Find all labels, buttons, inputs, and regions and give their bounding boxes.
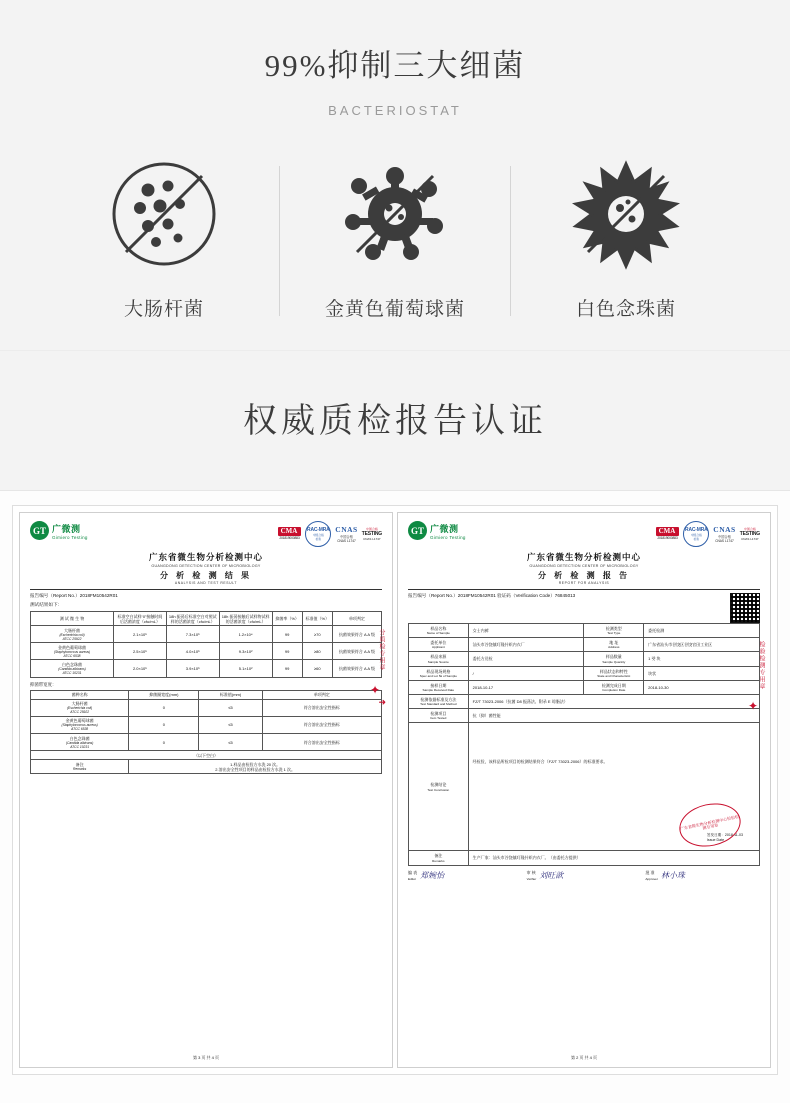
field-label-en: Spec and Lot № of Sample	[419, 673, 457, 678]
field-label	[409, 723, 469, 851]
reports-container	[12, 505, 778, 1075]
table-row	[409, 624, 760, 638]
table-row-remarks	[31, 760, 382, 774]
cell-organism	[31, 643, 114, 660]
issue-date-en: Issue Date	[706, 837, 725, 842]
report-title-block	[30, 551, 382, 585]
cell-organism	[31, 626, 114, 643]
field-label-en: Test Conclusion	[427, 787, 450, 792]
issue-date-cn: 签发日期：2018-11-03	[706, 833, 743, 838]
red-stamp-text: 分质检专用章	[378, 629, 384, 671]
field-label	[584, 666, 644, 680]
reports-section	[0, 490, 790, 1103]
divider	[510, 166, 511, 316]
field-label-en: State and Characteristic	[597, 673, 631, 678]
field-label	[409, 624, 469, 638]
signature-verifier	[527, 870, 642, 881]
field-label	[409, 695, 469, 709]
rac-mra-mark	[305, 521, 331, 547]
strain-atcc: ATCC 10231	[70, 744, 90, 749]
field-label-en: Item Tested	[430, 716, 447, 721]
cnas-label: CNAS	[335, 525, 358, 534]
strain-latin: (Escherichia coli)	[67, 706, 93, 711]
table-row	[31, 660, 382, 677]
cnas-cn1: 中国合格	[718, 535, 731, 539]
rac-mra-cn2: 检验	[315, 537, 322, 541]
cell-judgement: 抗菌效果符合 A A 级	[332, 660, 381, 677]
report-header	[30, 521, 382, 547]
field-label-en: Test Type	[607, 631, 621, 636]
field-label-cn: 检测结论	[430, 782, 447, 788]
cell-sample-18h: 1.2×10⁴	[219, 626, 272, 643]
organism-cn: 金黄色葡萄球菌	[58, 644, 87, 650]
rac-mra-cn: 中国合格	[312, 533, 324, 537]
col-strain: 菌种名称	[31, 690, 129, 699]
signature-value: 刘旺歆	[539, 870, 564, 880]
cma-number: 201819000883	[279, 536, 300, 541]
signature-row	[408, 870, 760, 881]
test-result-table	[30, 611, 382, 678]
remarks-label-en: Remarks	[73, 767, 87, 772]
cma-number: 201819000883	[657, 536, 678, 541]
table-row	[31, 751, 382, 760]
report-header	[408, 521, 760, 547]
cell-strain	[31, 716, 129, 733]
field-label-cn: 样品数量	[605, 654, 622, 660]
cell-organism	[31, 660, 114, 677]
table-row	[31, 643, 382, 660]
report-title-block	[408, 551, 760, 585]
field-label-cn: 备注	[434, 853, 443, 859]
field-label-en: Test Standard and Method	[420, 702, 457, 707]
field-label-cn: 检测类型	[605, 626, 622, 631]
center-name-cn: 广东省微生物分析检测中心	[148, 552, 263, 562]
cell-zone-judgement: 符合溶出安全性指标	[262, 734, 381, 751]
bacteriostat-subtitle: BACTERIOSTAT	[328, 103, 462, 118]
field-label-en: Remarks	[432, 858, 445, 863]
field-label-cn: 接样日期	[430, 682, 447, 688]
cma-label: CMA	[656, 527, 680, 536]
signature-label-en: Verifier	[526, 876, 537, 881]
signature-approver	[645, 870, 760, 881]
report-type-cn: 分 析 检 测 结 果	[159, 571, 253, 580]
organism-atcc: ATCC 25922	[62, 636, 82, 641]
table-row	[409, 666, 760, 680]
field-label-cn: 样品名称	[430, 626, 447, 631]
rac-mra-label: RAC-MRA	[307, 527, 330, 533]
organism-latin: (Staphylococcus aureus)	[53, 649, 91, 654]
center-name-en: GUANGDONG DETECTION CENTER OF MICROBIOLOGY	[151, 564, 261, 568]
col-blank-0h: 标准空白试样“0”接触时间后活菌浓度（cfu/mL）	[114, 612, 167, 626]
cell-strain	[31, 699, 129, 716]
remarks-value	[129, 760, 382, 774]
testing-mark	[362, 527, 382, 541]
field-label-cn: 检测项目	[430, 711, 447, 717]
accreditation-marks	[278, 521, 382, 547]
divider	[279, 166, 280, 316]
field-label	[409, 652, 469, 666]
cell-standard: ≥80	[302, 643, 332, 660]
testing-cn: 中国合格	[365, 527, 378, 531]
report-number: 报告编号（Report No.）2018FM10542R01 验证码（Verification Code）76845013	[408, 593, 576, 598]
testing-code: CNAS L1747	[363, 537, 381, 541]
signature-value: 郑婉怡	[420, 870, 445, 880]
cell-zone-judgement: 符合溶出安全性指标	[262, 716, 381, 733]
strain-cn: 金黄色葡萄球菌	[65, 718, 94, 724]
logo-badge: GT	[408, 521, 427, 540]
signature-label-en: Editor	[408, 876, 417, 881]
field-value-item: 抗（抑）菌性能	[468, 709, 759, 723]
cell-rate: 99	[272, 660, 302, 677]
cell-zone-standard: ≤5	[199, 734, 262, 751]
cnas-mark	[335, 525, 357, 543]
signature-label-cn: 编 表	[408, 869, 418, 875]
cell-standard: ≥60	[302, 660, 332, 677]
signature-label	[645, 870, 658, 881]
field-label-en: Address	[608, 645, 620, 650]
strain-atcc: ATCC 6538	[71, 727, 89, 732]
report-number-row	[408, 593, 760, 623]
divider	[408, 589, 760, 590]
bacteriostat-section	[0, 0, 790, 350]
testing-cn: 中国合格	[743, 527, 756, 531]
field-value: 2018-10-17	[468, 680, 584, 694]
field-value-conclusion	[468, 723, 759, 851]
logo-name-en: Gimiero Testing	[430, 534, 466, 540]
report-page-3[interactable]	[19, 512, 393, 1068]
organism-atcc: ATCC 10231	[62, 671, 82, 676]
field-value: 委托检测	[644, 624, 760, 638]
remarks-line-1: 1.样品由检验方水洗 20 次。	[230, 761, 281, 767]
cma-label: CMA	[278, 527, 302, 536]
report-banner-section	[0, 350, 790, 490]
field-value-method: FZ/T 73023-2006（抗菌 D8 振荡法、附录 E 琼脂法）	[468, 695, 759, 709]
signature-editor	[408, 870, 523, 881]
field-label-cn: 委托单位	[430, 640, 447, 646]
bacteriostat-title: 99%抑制三大细菌	[264, 48, 526, 83]
rac-mra-cn2: 检验	[693, 537, 700, 541]
cnas-code: CNAS L1747	[337, 539, 356, 543]
cnas-cn1: 中国合格	[340, 535, 353, 539]
report-type-en: ANALYSIS AND TEST RESULT	[174, 581, 238, 585]
zone-width-label: 抑菌带宽度：	[30, 681, 57, 687]
table-row	[409, 638, 760, 652]
table-row	[31, 699, 382, 716]
rac-mra-cn: 中国合格	[690, 533, 702, 537]
blank-note: （以下空白）	[31, 751, 382, 760]
red-stamp-text: 检验检测专用章	[758, 641, 764, 690]
cnas-code: CNAS L1747	[715, 539, 734, 543]
field-value: /	[468, 666, 584, 680]
cnas-mark	[713, 525, 735, 543]
bacteriostat-item-label: 金黄色葡萄球菌	[324, 299, 465, 320]
organism-latin: (Candida albicans)	[58, 666, 86, 671]
col-blank-18h: 18h 振荡后标准空白对照试样的活菌浓度（cfu/mL）	[166, 612, 219, 626]
table-row	[409, 680, 760, 694]
logo-badge: GT	[30, 521, 49, 540]
field-value: 1 럇 块	[644, 652, 760, 666]
page-footer: 第 3 页 共 4 页	[192, 1055, 219, 1060]
report-page-2[interactable]	[397, 512, 771, 1068]
field-label-en: Sample Quantity	[602, 659, 626, 664]
bacteriostat-item-label: 大肠杆菌	[123, 299, 204, 320]
field-value: 广东省汕头市谷饶区谷饶官田工业区	[644, 638, 760, 652]
sample-info-table	[408, 623, 760, 866]
signature-label	[527, 870, 537, 881]
strain-latin: (Candida albicans)	[65, 740, 94, 745]
signature-value: 林小珠	[660, 870, 685, 880]
field-label-en: Completion Date	[602, 688, 626, 692]
cell-zone-judgement: 符合溶出安全性指标	[262, 699, 381, 716]
staph-icon	[337, 156, 453, 272]
cell-blank-18h: 3.9×10⁵	[166, 660, 219, 677]
field-label-en: Name of Sample	[426, 631, 450, 636]
field-label	[584, 652, 644, 666]
cell-blank-18h: 4.0×10⁵	[166, 643, 219, 660]
field-label-cn: 样品现场规格	[426, 668, 451, 674]
cell-blank-0h: 2.5×10⁵	[114, 643, 167, 660]
candida-icon	[568, 156, 684, 272]
field-label	[584, 624, 644, 638]
organism-atcc: ATCC 6538	[63, 653, 81, 658]
field-label	[584, 638, 644, 652]
testing-code: CNAS L1747	[741, 537, 759, 541]
remarks-line-2: 2.溶出安全性项目的样品由检验方水洗 1 次。	[215, 766, 296, 772]
report-type-en: REPORT FOR ANALYSIS	[558, 581, 610, 585]
cell-sample-18h: 5.1×10²	[219, 660, 272, 677]
field-label	[584, 680, 644, 694]
field-label-cn: 检测依据标准及方法	[420, 697, 457, 703]
organism-cn: 白色念珠菌	[62, 661, 83, 667]
red-star-icon: ✦	[369, 683, 380, 697]
result-label: 测试结果如下：	[30, 602, 63, 607]
strain-cn: 大肠杆菌	[71, 701, 88, 707]
bacteriostat-item-list	[0, 156, 790, 321]
cma-mark	[656, 527, 680, 541]
field-label	[409, 680, 469, 694]
signature-label-cn: 批 准	[645, 869, 655, 875]
strain-atcc: ATCC 25922	[70, 710, 90, 715]
page-footer: 第 2 页 共 4 页	[570, 1055, 597, 1060]
cell-zone-width: 0	[129, 716, 199, 733]
cell-zone-width: 0	[129, 734, 199, 751]
gimiero-logo	[30, 521, 88, 540]
table-row	[409, 709, 760, 723]
table-row-conclusion	[409, 723, 760, 851]
cma-mark	[278, 527, 302, 541]
field-label-cn: 样品状态和特性	[599, 668, 628, 674]
field-label-en: Applicant	[431, 645, 445, 650]
page-title: 权威质检报告认证	[243, 403, 547, 440]
testing-label: TESTING	[361, 531, 382, 537]
strain-cn: 白色念珠菌	[69, 735, 90, 741]
ecoli-icon	[106, 156, 222, 272]
table-row	[31, 626, 382, 643]
col-zone-width: 抑菌圈宽度(mm)	[129, 690, 199, 699]
field-label	[409, 851, 469, 865]
col-sample-18h: 18h 振荡接触后试样物试样的活菌浓度（cfu/mL）	[219, 612, 272, 626]
field-label-cn: 样品来源	[430, 654, 447, 660]
cell-blank-0h: 2.1×10⁵	[114, 626, 167, 643]
official-seal: 广东省微生物分析检测中心检验检测专用章	[675, 798, 744, 852]
col-zone-standard: 标准值(mm)	[199, 690, 262, 699]
rac-mra-label: RAC-MRA	[685, 527, 708, 533]
signature-label-cn: 审 核	[526, 869, 536, 875]
center-name-cn: 广东省微生物分析检测中心	[526, 552, 641, 562]
col-microorganism: 测 试 微 生 物	[31, 612, 114, 626]
bacteriostat-item-label: 白色念珠菌	[575, 299, 676, 320]
remarks-label	[31, 760, 129, 774]
cnas-label: CNAS	[713, 525, 736, 534]
logo-name-en: Gimiero Testing	[52, 534, 88, 540]
organism-cn: 大肠杆菌	[64, 627, 81, 633]
col-judgement: 单项判定	[332, 612, 381, 626]
field-value: 汕头市谷饶镇叮隆针织内衣厂	[468, 638, 584, 652]
field-value: 2018-10-30	[644, 680, 760, 694]
cell-strain	[31, 734, 129, 751]
logo-name-cn: 广微测	[430, 523, 459, 534]
accreditation-marks	[656, 521, 760, 547]
field-value: 块状	[644, 666, 760, 680]
inhibition-zone-table	[30, 690, 382, 775]
field-label-cn: 检测完成日期	[601, 682, 626, 688]
table-header-row	[31, 612, 382, 626]
qr-code[interactable]	[730, 593, 760, 623]
rac-mra-mark	[683, 521, 709, 547]
signature-label	[408, 870, 417, 881]
organism-latin: (Escherichia coli)	[59, 632, 85, 637]
col-rate: 抑菌率（%）	[272, 612, 302, 626]
remarks-label-cn: 备注	[75, 762, 84, 768]
cell-zone-standard: ≤5	[199, 716, 262, 733]
field-label	[409, 666, 469, 680]
col-zone-judgement: 单项判定	[262, 690, 381, 699]
table-row	[31, 734, 382, 751]
report-number: 报告编号（Report No.）2018FM10542R01	[30, 593, 118, 598]
field-label	[409, 709, 469, 723]
logo-name-cn: 广微测	[52, 523, 81, 534]
report-type-cn: 分 析 检 测 报 告	[537, 571, 631, 580]
field-value-remarks: 生产厂家：汕头市谷饶镇叮隆针织内衣厂。（由委托方提供）	[468, 851, 759, 865]
field-label-en: Sample Source	[427, 659, 449, 664]
col-standard: 标准值（%）	[302, 612, 332, 626]
table-header-row	[31, 690, 382, 699]
bacteriostat-item-ecoli	[69, 156, 259, 321]
bacteriostat-item-staph	[300, 156, 490, 321]
red-star-icon: ✦	[747, 699, 758, 713]
cell-judgement: 抗菌效果符合 A A 级	[332, 643, 381, 660]
testing-label: TESTING	[739, 531, 760, 537]
cell-blank-18h: 7.3×10⁵	[166, 626, 219, 643]
field-label-cn: 地 址	[609, 640, 619, 646]
red-arrow-icon: ➜	[378, 697, 386, 707]
table-row-remarks	[409, 851, 760, 865]
cell-zone-width: 0	[129, 699, 199, 716]
table-row	[31, 716, 382, 733]
field-value: 委托方送检	[468, 652, 584, 666]
field-label-en: Sample Received Date	[422, 688, 455, 692]
cell-rate: 99	[272, 643, 302, 660]
bacteriostat-item-candida	[531, 156, 721, 321]
testing-mark	[740, 527, 760, 541]
field-value: 女士内裤	[468, 624, 584, 638]
cell-rate: 99	[272, 626, 302, 643]
gimiero-logo	[408, 521, 466, 540]
signature-label-en: Approver	[645, 876, 658, 881]
cell-sample-18h: 9.3×10²	[219, 643, 272, 660]
conclusion-text: 经检验，该样品所检项目的检测结果符合（FZ/T 73023-2006）的标准要求。	[472, 759, 608, 765]
table-row	[409, 652, 760, 666]
table-row	[409, 695, 760, 709]
cell-blank-0h: 2.0×10⁵	[114, 660, 167, 677]
cell-zone-standard: ≤5	[199, 699, 262, 716]
field-label	[409, 638, 469, 652]
center-name-en: GUANGDONG DETECTION CENTER OF MICROBIOLOGY	[529, 564, 639, 568]
divider	[30, 589, 382, 590]
strain-latin: (Staphylococcus aureus)	[61, 723, 98, 728]
cell-judgement: 抗菌效果符合 A A 级	[332, 626, 381, 643]
cell-standard: ≥70	[302, 626, 332, 643]
